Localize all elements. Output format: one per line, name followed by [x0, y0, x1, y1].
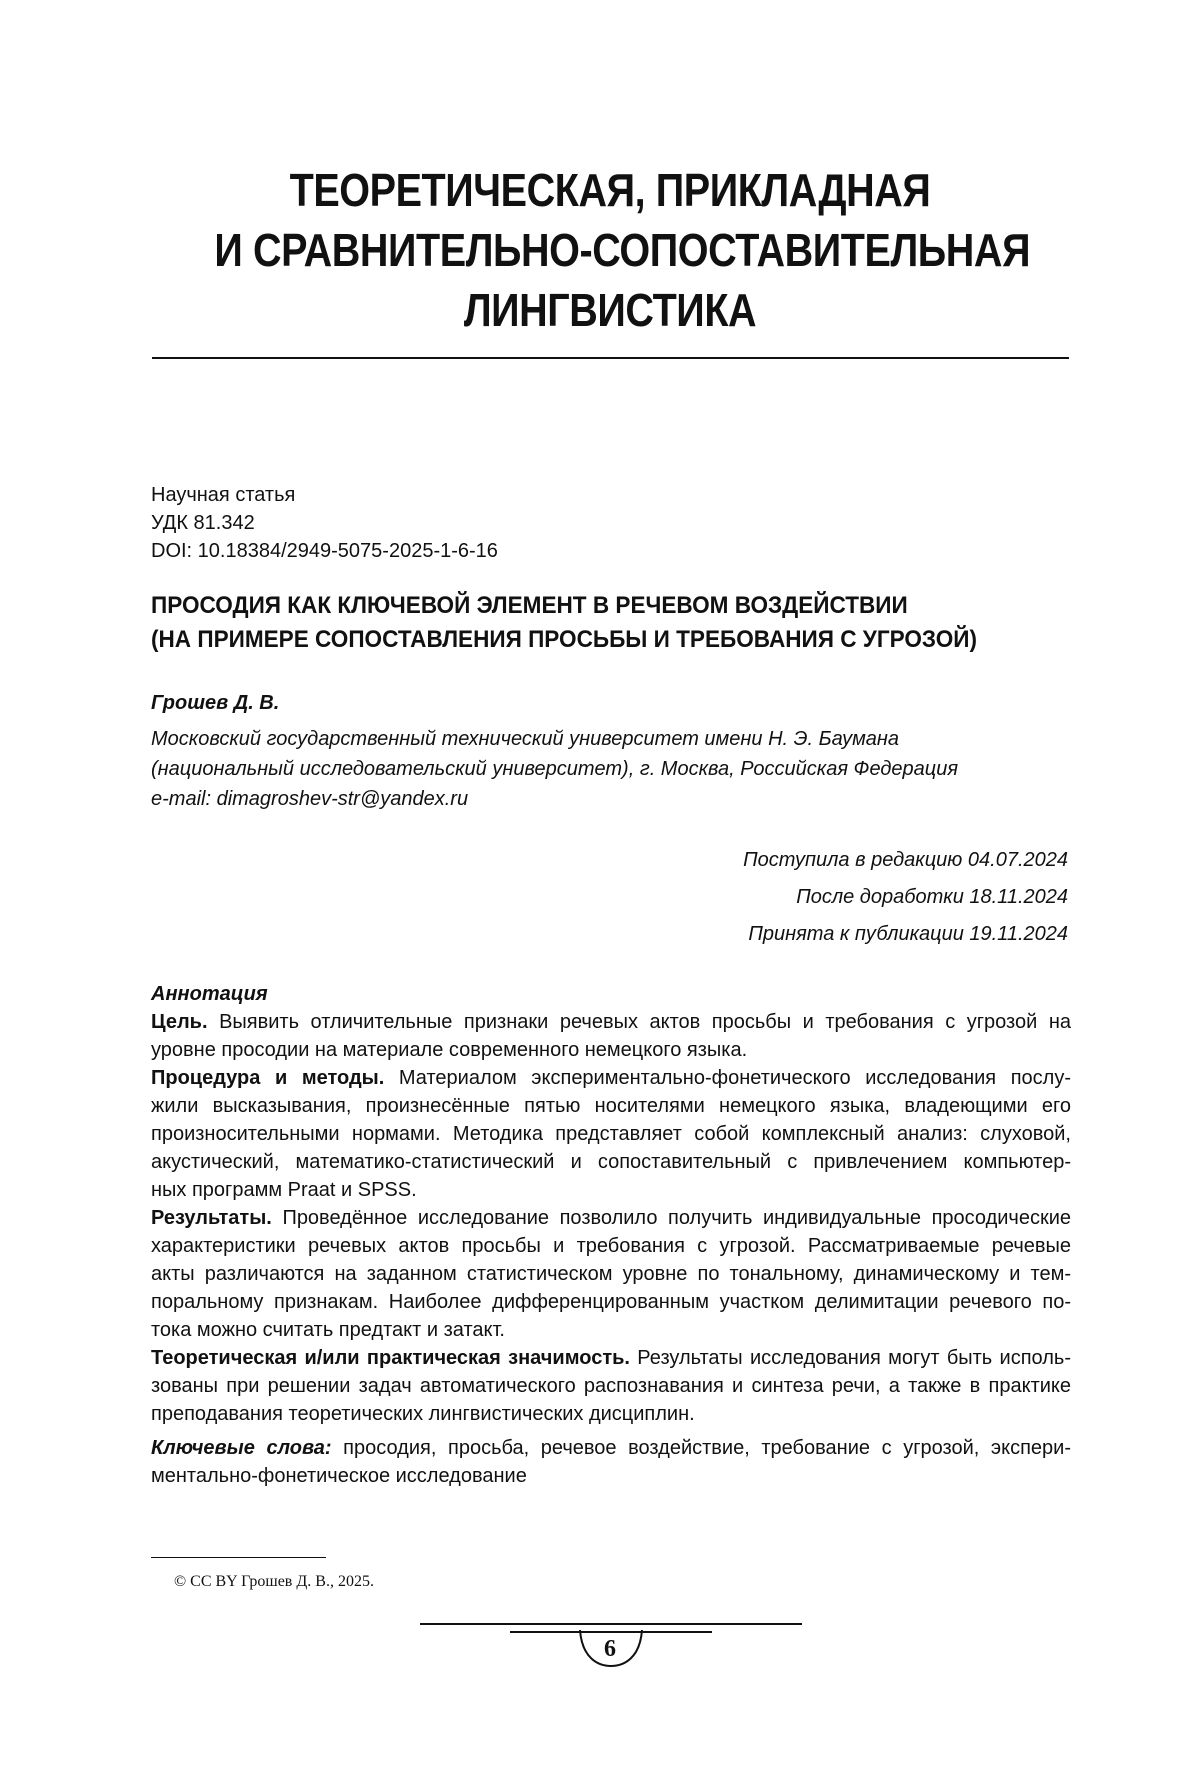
revised-date: После доработки 18.11.2024	[743, 879, 1068, 916]
section-title-line: И СРАВНИТЕЛЬНО-СОПОСТАВИТЕЛЬНАЯ	[214, 220, 1005, 280]
abstract-line: акустический, математико-статистический и сопоставительный с привлечением компьютер-	[151, 1148, 1071, 1176]
author-email[interactable]: e-mail: dimagroshev-str@yandex.ru	[151, 784, 958, 814]
received-date: Поступила в редакцию 04.07.2024	[743, 842, 1068, 879]
affiliation-line: (национальный исследовательский университет), г. Москва, Российская Федерация	[151, 754, 958, 784]
keywords-label: Ключевые слова:	[151, 1437, 332, 1459]
keywords-line: ментально-фонетическое исследование	[151, 1462, 1071, 1490]
journal-page	[0, 0, 1200, 1783]
abstract-line: преподавания теоретических лингвистических дисциплин.	[151, 1400, 1071, 1428]
article-title-line: ПРОСОДИЯ КАК КЛЮЧЕВОЙ ЭЛЕМЕНТ В РЕЧЕВОМ ВОЗДЕЙСТВИИ	[151, 589, 1053, 623]
license-footnote: © CC BY Грошев Д. В., 2025.	[174, 1573, 374, 1591]
abstract-line: акты различаются на заданном статистическом уровне по тональному, динамическому и тем-	[151, 1260, 1071, 1288]
section-title	[214, 160, 1005, 340]
affiliation-line: Московский государственный технический университет имени Н. Э. Баумана	[151, 724, 958, 754]
abstract-line: Цель. Выявить отличительные признаки речевых актов просьбы и требования с угрозой на	[151, 1008, 1071, 1036]
abstract-line: произносительными нормами. Методика представляет собой комплексный анализ: слуховой,	[151, 1120, 1071, 1148]
goal-label: Цель.	[151, 1011, 208, 1033]
abstract-line: тока можно считать предтакт и затакт.	[151, 1316, 1071, 1344]
abstract-heading: Аннотация	[151, 980, 1071, 1008]
article-meta	[151, 481, 498, 565]
page-number-rule	[420, 1623, 802, 1625]
publication-dates	[743, 842, 1068, 953]
page-number: 6	[590, 1636, 630, 1663]
udc-code: УДК 81.342	[151, 509, 498, 537]
abstract-line: жили высказывания, произнесённые пятью носителями немецкого языка, владеющими его	[151, 1092, 1071, 1120]
author-name: Грошев Д. В.	[151, 692, 279, 715]
article-title	[151, 589, 1053, 657]
section-title-line: ТЕОРЕТИЧЕСКАЯ, ПРИКЛАДНАЯ	[214, 160, 1005, 220]
article-title-line: (НА ПРИМЕРЕ СОПОСТАВЛЕНИЯ ПРОСЬБЫ И ТРЕБОВАНИЯ С УГРОЗОЙ)	[151, 623, 1053, 657]
abstract-line: ных программ Praat и SPSS.	[151, 1176, 1071, 1204]
section-title-line: ЛИНГВИСТИКА	[214, 280, 1005, 340]
author-affiliation	[151, 724, 958, 814]
doi[interactable]: DOI: 10.18384/2949-5075-2025-1-6-16	[151, 537, 498, 565]
abstract-line: Процедура и методы. Материалом экспериментально-фонетического исследования послу-	[151, 1064, 1071, 1092]
results-label: Результаты.	[151, 1207, 272, 1229]
abstract	[151, 980, 1071, 1490]
abstract-line: зованы при решении задач автоматического распознавания и синтеза речи, а также в практике	[151, 1372, 1071, 1400]
abstract-line: характеристики речевых актов просьбы и требования с угрозой. Рассматриваемые речевые	[151, 1232, 1071, 1260]
footnote-divider	[151, 1557, 326, 1558]
keywords-line: Ключевые слова: просодия, просьба, речевое воздействие, требование с угрозой, экспери-	[151, 1434, 1071, 1462]
abstract-line: Результаты. Проведённое исследование позволило получить индивидуальные просодические	[151, 1204, 1071, 1232]
abstract-line: уровне просодии на материале современного немецкого языка.	[151, 1036, 1071, 1064]
article-type: Научная статья	[151, 481, 498, 509]
significance-label: Теоретическая и/или практическая значимость.	[151, 1347, 630, 1369]
section-divider	[152, 357, 1069, 359]
accepted-date: Принята к публикации 19.11.2024	[743, 916, 1068, 953]
abstract-line: поральному признакам. Наиболее дифференцированным участком делимитации речевого по-	[151, 1288, 1071, 1316]
methods-label: Процедура и методы.	[151, 1067, 384, 1089]
keywords	[151, 1434, 1071, 1490]
abstract-line: Теоретическая и/или практическая значимость. Результаты исследования могут быть исполь-	[151, 1344, 1071, 1372]
